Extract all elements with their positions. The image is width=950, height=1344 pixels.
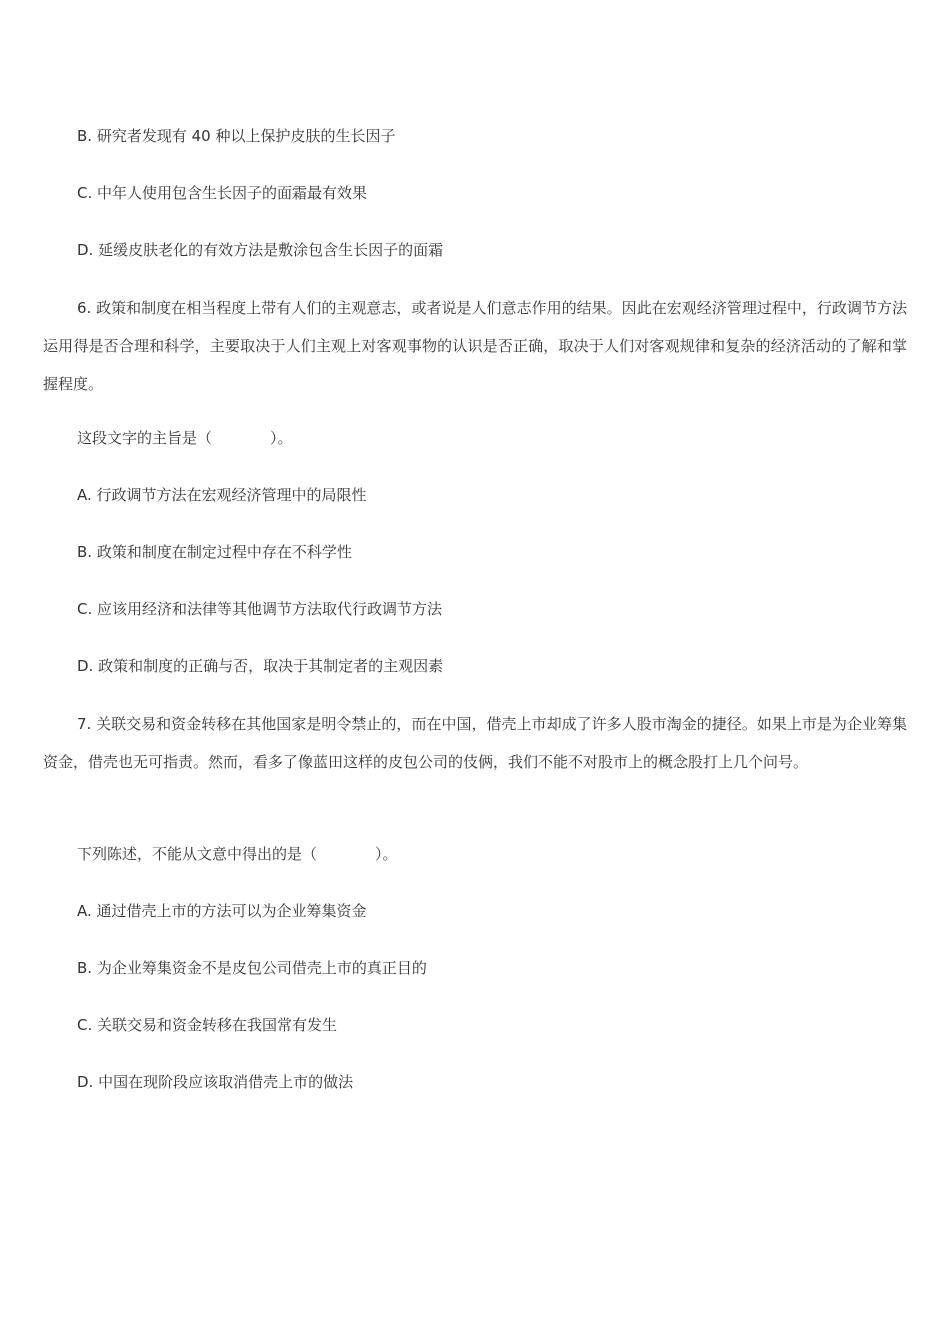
q7-option-d: D. 中国在现阶段应该取消借壳上市的做法 bbox=[77, 1073, 354, 1091]
q7-question-start: 下列陈述，不能从文意中得出的是（ bbox=[77, 845, 318, 863]
q6-option-a: A. 行政调节方法在宏观经济管理中的局限性 bbox=[77, 486, 367, 504]
q7-option-c: C. 关联交易和资金转移在我国常有发生 bbox=[77, 1016, 338, 1034]
q7-option-a: A. 通过借壳上市的方法可以为企业筹集资金 bbox=[77, 902, 367, 920]
q6-option-b: B. 政策和制度在制定过程中存在不科学性 bbox=[77, 543, 352, 561]
q7-question bbox=[77, 844, 398, 864]
q5-option-d: D. 延缓皮肤老化的有效方法是敷涂包含生长因子的面霜 bbox=[77, 241, 444, 259]
q6-question bbox=[77, 428, 293, 448]
q6-option-d: D. 政策和制度的正确与否，取决于其制定者的主观因素 bbox=[77, 657, 444, 675]
q6-passage: 6. 政策和制度在相当程度上带有人们的主观意志，或者说是人们意志作用的结果。因此在宏观经济管理过程中，行政调节方法运用得是否合理和科学，主要取决于人们主观上对客观事物的认识是否正确，取决于人们对客观规律和复杂的经济活动的了解和掌握程度。 bbox=[43, 299, 907, 393]
q6-question-start: 这段文字的主旨是（ bbox=[77, 429, 213, 447]
q6-question-end: ）。 bbox=[270, 429, 293, 447]
q7-question-end: ）。 bbox=[375, 845, 398, 863]
q7-option-b: B. 为企业筹集资金不是皮包公司借壳上市的真正目的 bbox=[77, 959, 427, 977]
q6-option-c: C. 应该用经济和法律等其他调节方法取代行政调节方法 bbox=[77, 600, 443, 618]
q5-option-b: B. 研究者发现有 40 种以上保护皮肤的生长因子 bbox=[77, 127, 396, 145]
q5-option-c: C. 中年人使用包含生长因子的面霜最有效果 bbox=[77, 184, 368, 202]
q7-passage: 7. 关联交易和资金转移在其他国家是明令禁止的，而在中国，借壳上市却成了许多人股市淘金的捷径。如果上市是为企业筹集资金，借壳也无可指责。然而，看多了像蓝田这样的皮包公司的伎俩，我们不能不对股市上的概念股打上几个问号。 bbox=[43, 715, 907, 771]
